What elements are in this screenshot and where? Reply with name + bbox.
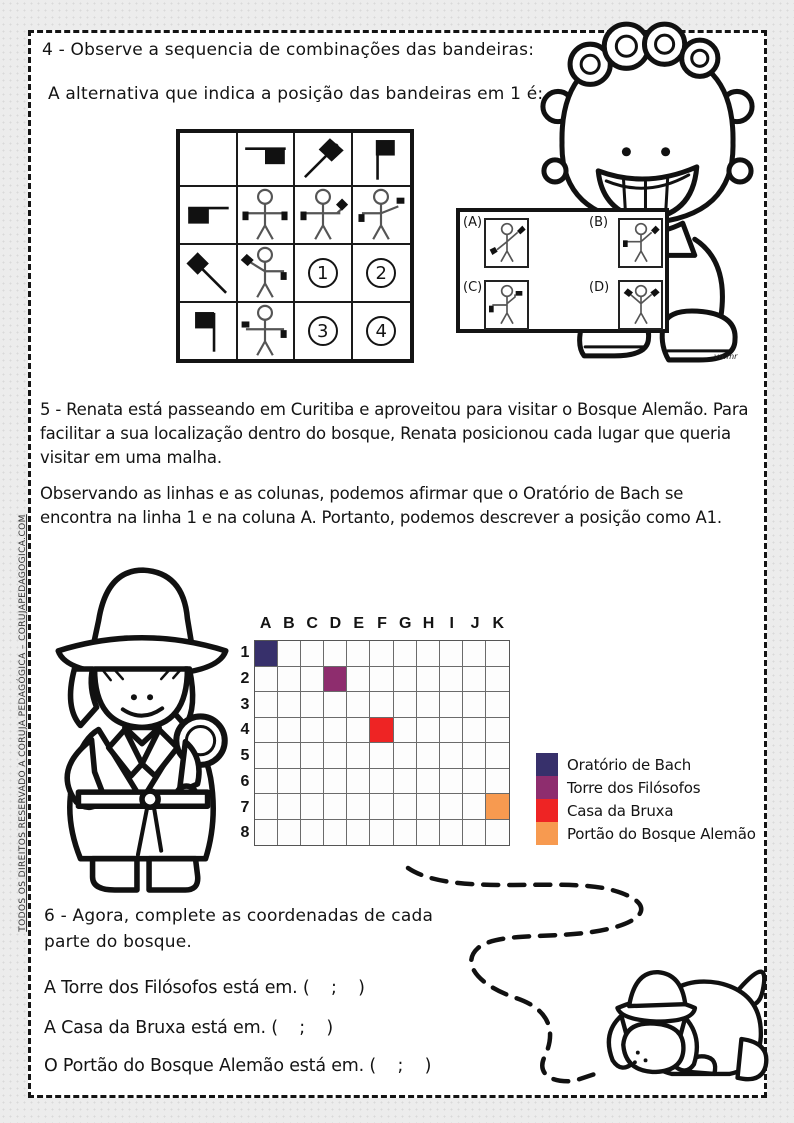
figure-both-arms-flags-icon [238,187,296,245]
map-row-1: 1 [240,644,250,661]
map-cell-K2 [486,667,509,693]
map-cell-D6 [324,769,347,795]
circled-number-1: 1 [308,258,338,288]
map-cell-I1 [440,641,463,667]
map-column-headers [254,615,510,633]
map-column-E: E [353,615,365,632]
map-cell-D1 [324,641,347,667]
map-cell-C6 [301,769,324,795]
option-c-figure[interactable] [484,280,529,330]
map-cell-A6 [255,769,278,795]
map-cell-J4 [463,718,486,744]
legend-swatch-oratorio [536,753,558,776]
map-mark-D2 [324,667,347,693]
map-row-4: 4 [240,721,250,739]
map-cell-D5 [324,743,347,769]
map-cell-D3 [324,692,347,718]
map-row-8: 8 [240,824,250,842]
circled-number-3: 3 [308,316,338,346]
map-column-G: G [399,615,412,632]
map-cell-G7 [394,794,417,820]
map-cell-E8 [347,820,370,846]
map-column-H: H [422,615,435,632]
map-cell-E4 [347,718,370,744]
option-c-label[interactable]: (C) [463,280,483,295]
question6-title: 6 - Agora, complete as coordenadas de cada parte do bosque. [44,906,434,952]
map-cell-E5 [347,743,370,769]
map-cell-A5 [255,743,278,769]
map-column-J: J [470,615,480,632]
map-cell-G6 [394,769,417,795]
map-column-F: F [377,615,387,632]
map-cell-H4 [417,718,440,744]
map-cell-G8 [394,820,417,846]
legend-swatch-torre [536,776,558,799]
flag-diagonal-left-icon [180,245,238,303]
question5-paragraph2: Observando as linhas e as colunas, podemos afirmar que o Oratório de Bach se encontra na linha 1 e na coluna A. Portanto, podemos descrever a posição como A1. [40,484,722,527]
map-mark-A1 [255,641,278,667]
map-cell-E2 [347,667,370,693]
map-cell-G1 [394,641,417,667]
option-b-label[interactable]: (B) [589,215,609,230]
map-row-6: 6 [240,772,250,790]
map-cell-J2 [463,667,486,693]
map-row-7: 7 [240,798,250,816]
answer-blank[interactable]: ( ; ) [369,1056,432,1076]
map-mark-K7 [486,794,509,820]
option-b-figure[interactable] [618,218,663,268]
flag-diagonal-right-icon [295,133,353,187]
map-cell-E3 [347,692,370,718]
matrix-number-cell [295,303,353,359]
map-cell-C5 [301,743,324,769]
matrix-number-cell [295,245,353,303]
answer-text: A Casa da Bruxa está em. [44,1018,266,1038]
option-a-label[interactable]: (A) [463,215,483,230]
legend-item [536,799,756,822]
map-cell-E7 [347,794,370,820]
map-cell-F6 [370,769,393,795]
map-cell-I7 [440,794,463,820]
answer-blank[interactable]: ( ; ) [271,1018,334,1038]
map-row-headers [238,640,252,846]
map-cell-I2 [440,667,463,693]
figure-right-up-flag-icon [353,187,411,245]
answer-text: A Torre dos Filósofos está em. [44,978,298,998]
map-cell-G4 [394,718,417,744]
map-cell-K3 [486,692,509,718]
question4-title: 4 - Observe a sequencia de combinações das bandeiras: [42,40,535,60]
map-column-K: K [492,615,505,632]
map-cell-C7 [301,794,324,820]
map-mark-F4 [370,718,393,744]
map-cell-I4 [440,718,463,744]
map-cell-K8 [486,820,509,846]
map-cell-D7 [324,794,347,820]
map-cell-J8 [463,820,486,846]
map-cell-K6 [486,769,509,795]
map-cell-H1 [417,641,440,667]
map-cell-D8 [324,820,347,846]
legend-label: Oratório de Bach [567,755,692,774]
circled-number-2: 2 [366,258,396,288]
map-cell-J6 [463,769,486,795]
map-cell-A3 [255,692,278,718]
map-row-5: 5 [240,747,250,764]
map-legend [536,753,756,845]
option-a-figure[interactable] [484,218,529,268]
map-cell-F2 [370,667,393,693]
map-cell-D4 [324,718,347,744]
map-cell-B8 [278,820,301,846]
matrix-number-cell [353,303,411,359]
map-cell-H8 [417,820,440,846]
map-cell-F3 [370,692,393,718]
figure-left-diagonal-flag-icon [238,245,296,303]
map-cell-C8 [301,820,324,846]
map-cell-K1 [486,641,509,667]
map-cell-A7 [255,794,278,820]
map-cell-G3 [394,692,417,718]
map-column-C: C [306,615,318,632]
map-cell-I6 [440,769,463,795]
map-cell-B6 [278,769,301,795]
map-cell-H7 [417,794,440,820]
answer-text: O Portão do Bosque Alemão está em. [44,1056,365,1076]
legend-label: Portão do Bosque Alemão [567,824,756,843]
map-cell-A2 [255,667,278,693]
legend-label: Torre dos Filósofos [567,778,701,797]
map-cell-F1 [370,641,393,667]
map-column-I: I [449,615,454,632]
flag-up-icon [353,133,411,187]
map-cell-G5 [394,743,417,769]
map-cell-B4 [278,718,301,744]
answer-line-casa [44,1018,333,1038]
map-cell-J3 [463,692,486,718]
map-cell-J7 [463,794,486,820]
flag-right-icon [238,133,296,187]
map-cell-K4 [486,718,509,744]
map-cell-A4 [255,718,278,744]
legend-item [536,776,756,799]
map-cell-J5 [463,743,486,769]
map-cell-H2 [417,667,440,693]
option-d-figure[interactable] [618,280,663,330]
legend-swatch-casa [536,799,558,822]
map-cell-I8 [440,820,463,846]
matrix-hatched-cell [180,133,238,187]
map-cell-B5 [278,743,301,769]
map-cell-B3 [278,692,301,718]
map-column-B: B [283,615,295,632]
question5-paragraph1: 5 - Renata está passeando em Curitiba e aproveitou para visitar o Bosque Alemão. Para facilitar a sua localização dentro do bosque, Renata posicionou cada lugar que queria visitar em uma malha. [40,400,749,467]
map-cell-K5 [486,743,509,769]
legend-label: Casa da Bruxa [567,801,674,820]
map-cell-C1 [301,641,324,667]
map-column-D: D [329,615,342,632]
option-d-label[interactable]: (D) [589,280,610,295]
legend-item [536,822,756,845]
copyright-vertical-text: TODOS OS DIREITOS RESERVADO A CORUJA PEDAGÓGICA – CORUJAPEDAGOGICA.COM [18,514,28,932]
answer-line-portao [44,1056,431,1076]
map-cell-E6 [347,769,370,795]
figure-right-diagonal-flag-icon [295,187,353,245]
answer-blank[interactable]: ( ; ) [302,978,365,998]
map-cell-H5 [417,743,440,769]
map-cell-H6 [417,769,440,795]
answer-line-torre [44,978,365,998]
legend-item [536,753,756,776]
flag-sequence-matrix [176,129,414,363]
map-cell-E1 [347,641,370,667]
map-cell-F7 [370,794,393,820]
map-column-A: A [259,615,272,632]
flag-up-left-icon [180,303,238,359]
figure-left-up-right-down-flags-icon [238,303,296,359]
circled-number-4: 4 [366,316,396,346]
flag-left-icon [180,187,238,245]
detective-dog-illustration [594,948,792,1101]
map-cell-C3 [301,692,324,718]
map-cell-C2 [301,667,324,693]
artist-signature: vn.mr [714,352,738,361]
matrix-number-cell [353,245,411,303]
map-cell-G2 [394,667,417,693]
legend-swatch-portao [536,822,558,845]
map-cell-B2 [278,667,301,693]
map-cell-C4 [301,718,324,744]
question4-subtitle: A alternativa que indica a posição das bandeiras em 1 é: [48,84,544,104]
map-cell-I3 [440,692,463,718]
map-cell-F5 [370,743,393,769]
map-cell-B1 [278,641,301,667]
map-cell-B7 [278,794,301,820]
detective-character-illustration [36,556,248,894]
map-cell-A8 [255,820,278,846]
map-row-2: 2 [240,669,250,687]
map-cell-H3 [417,692,440,718]
coordinate-map-grid [254,640,510,846]
map-cell-F8 [370,820,393,846]
map-cell-I5 [440,743,463,769]
map-row-3: 3 [240,695,250,713]
answer-options-board [456,208,669,333]
map-cell-J1 [463,641,486,667]
